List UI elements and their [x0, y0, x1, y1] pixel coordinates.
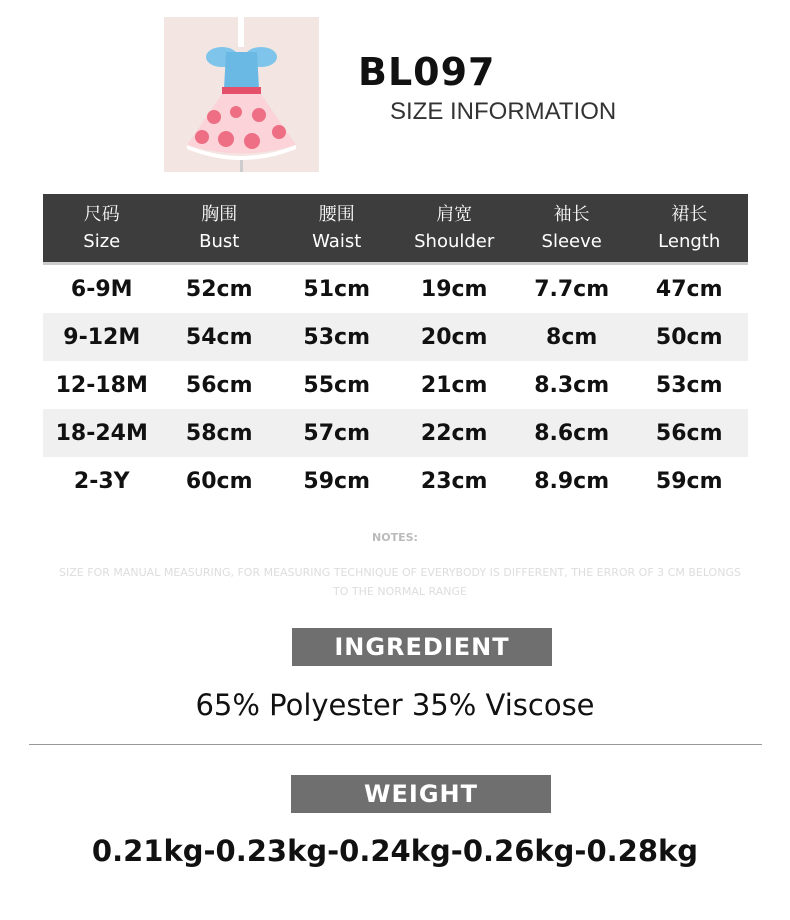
table-cell: 56cm — [185, 372, 253, 398]
table-cell: 53cm — [655, 372, 723, 398]
header-sleeve — [513, 194, 630, 264]
header-shoulder — [395, 194, 512, 264]
page-subtitle: SIZE INFORMATION — [390, 98, 617, 125]
table-cell: 12-18M — [55, 372, 148, 398]
notes-body: SIZE FOR MANUAL MEASURING, FOR MEASURING TECHNIQUE OF EVERYBODY IS DIFFERENT, THE ERROR OF 3 CM BELONGS TO THE NORMAL RANGE — [59, 566, 741, 598]
table-cell: 22cm — [395, 409, 512, 457]
table-cell: 60cm — [185, 468, 253, 494]
header-en: Shoulder — [414, 231, 495, 252]
table-cell: 56cm — [630, 409, 748, 457]
table-cell: 52cm — [185, 276, 253, 302]
table-cell: 9-12M — [43, 313, 160, 361]
header-en: Length — [658, 231, 721, 252]
header-bust — [160, 194, 277, 264]
header-cn: 裙长 — [671, 204, 708, 225]
header-length — [630, 194, 748, 264]
table-cell: 50cm — [630, 313, 748, 361]
header-en: Size — [83, 231, 121, 252]
header-size — [43, 194, 160, 264]
table-cell: 6-9M — [70, 276, 133, 302]
table-cell: 7.7cm — [534, 276, 610, 302]
table-cell: 47cm — [655, 276, 723, 302]
table-row — [43, 361, 748, 409]
table-cell: 19cm — [420, 276, 488, 302]
table-cell: 8.9cm — [534, 468, 610, 494]
table-cell: 8cm — [513, 313, 630, 361]
divider — [29, 744, 762, 745]
table-row — [43, 313, 748, 361]
table-cell: 20cm — [395, 313, 512, 361]
header-en: Bust — [199, 231, 240, 252]
table-cell: 2-3Y — [73, 468, 130, 494]
table-cell: 55cm — [303, 372, 370, 398]
weight-label: WEIGHT — [291, 775, 551, 813]
table-cell: 54cm — [160, 313, 277, 361]
header-en: Waist — [312, 231, 362, 252]
table-cell: 23cm — [420, 468, 488, 494]
header-waist — [278, 194, 395, 264]
header-cn: 尺码 — [83, 204, 120, 225]
table-cell: 8.3cm — [534, 372, 610, 398]
table-cell: 57cm — [278, 409, 395, 457]
table-cell: 58cm — [160, 409, 277, 457]
product-photo — [164, 17, 319, 172]
table-row — [43, 409, 748, 457]
table-header-row — [43, 194, 748, 264]
size-table — [43, 194, 748, 505]
table-cell: 18-24M — [43, 409, 160, 457]
header-cn: 袖长 — [553, 204, 590, 225]
table-row — [43, 264, 748, 314]
header-cn: 腰围 — [318, 204, 355, 225]
table-cell: 8.6cm — [513, 409, 630, 457]
header-cn: 胸围 — [201, 204, 238, 225]
table-cell: 51cm — [303, 276, 370, 302]
weight-value: 0.21kg-0.23kg-0.24kg-0.26kg-0.28kg — [91, 834, 699, 868]
header-cn: 肩宽 — [436, 204, 473, 225]
dress-image — [164, 17, 319, 172]
table-cell: 59cm — [303, 468, 370, 494]
table-cell: 21cm — [420, 372, 488, 398]
notes-title: NOTES: — [372, 531, 418, 544]
table-cell: 59cm — [655, 468, 723, 494]
product-code: BL097 — [358, 50, 496, 94]
header-en: Sleeve — [541, 231, 602, 252]
ingredient-value: 65% Polyester 35% Viscose — [195, 688, 595, 722]
ingredient-label: INGREDIENT — [292, 628, 552, 666]
table-cell: 53cm — [278, 313, 395, 361]
table-row — [43, 457, 748, 505]
